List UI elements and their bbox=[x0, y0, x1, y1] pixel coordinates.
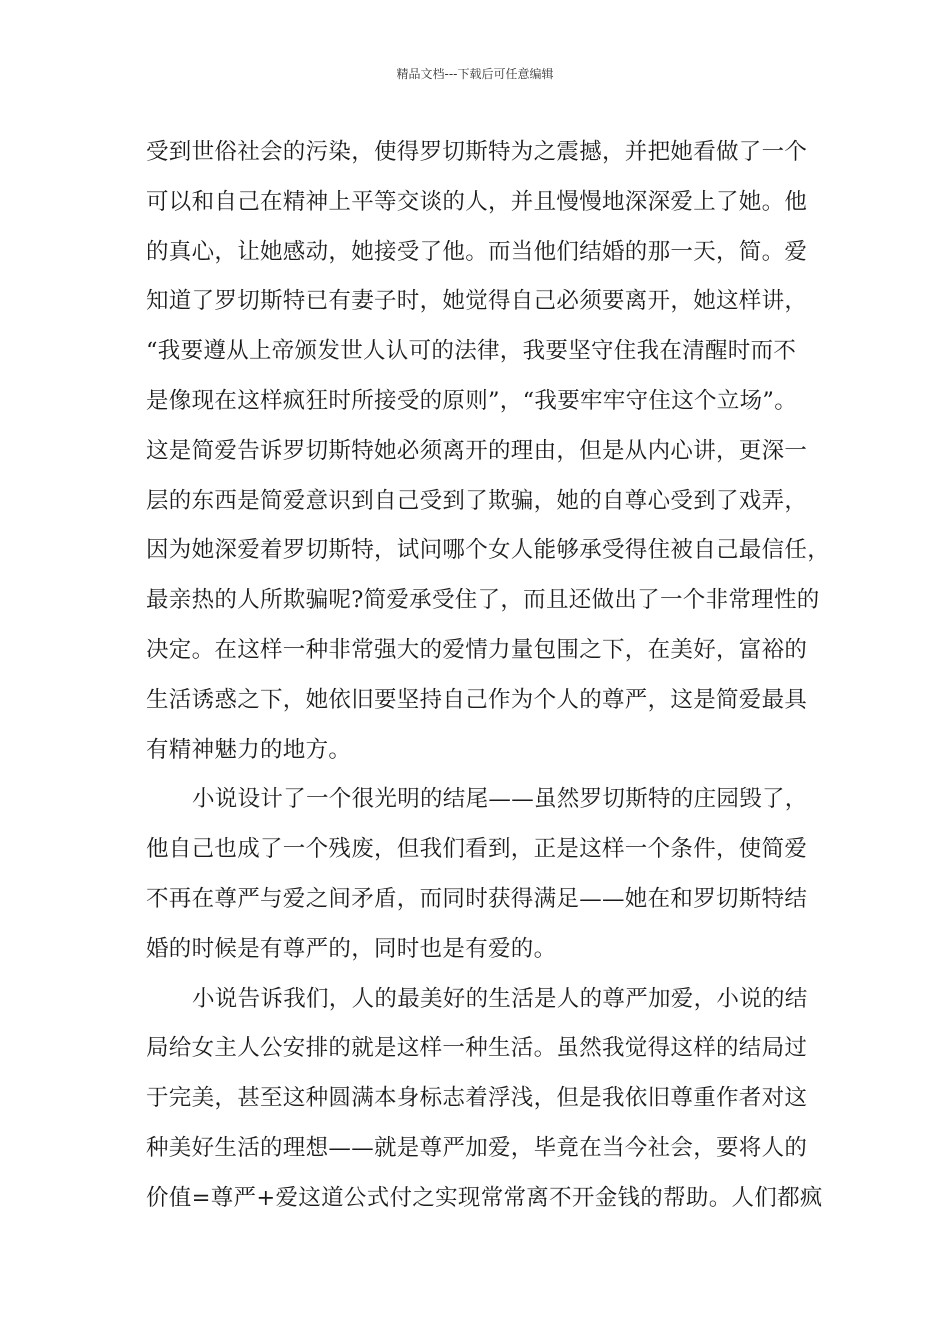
text-line: 层的东西是简爱意识到自己受到了欺骗，她的自尊心受到了戏弄， bbox=[146, 487, 808, 514]
text-line: 因为她深爱着罗切斯特，试问哪个女人能够承受得住被自己最信任， bbox=[146, 537, 831, 564]
text-line: 受到世俗社会的污染，使得罗切斯特为之震撼，并把她看做了一个 bbox=[146, 139, 808, 165]
text-line: 决定。在这样一种非常强大的爱情力量包围之下，在美好，富裕的 bbox=[146, 636, 808, 663]
text-line: 这是简爱告诉罗切斯特她必须离开的理由，但是从内心讲，更深一 bbox=[146, 437, 808, 464]
text-line: 局给女主人公安排的就是这样一种生活。虽然我觉得这样的结局过 bbox=[146, 1035, 808, 1062]
body-text bbox=[146, 128, 831, 1224]
text-line: 他自己也成了一个残废，但我们看到，正是这样一个条件，使简爱 bbox=[146, 836, 808, 863]
text-line: 有精神魅力的地方。 bbox=[146, 736, 352, 763]
paragraph-start-line: 小说设计了一个很光明的结尾——虽然罗切斯特的庄园毁了， bbox=[192, 786, 808, 813]
text-line: 不再在尊严与爱之间矛盾，而同时获得满足——她在和罗切斯特结 bbox=[146, 885, 808, 912]
text-line: 可以和自己在精神上平等交谈的人，并且慢慢地深深爱上了她。他 bbox=[146, 188, 808, 215]
text-line: 婚的时候是有尊严的，同时也是有爱的。 bbox=[146, 935, 557, 962]
text-line: 知道了罗切斯特已有妻子时，她觉得自己必须要离开，她这样讲， bbox=[146, 288, 808, 315]
text-line: “我要遵从上帝颁发世人认可的法律，我要坚守住我在清醒时而不 bbox=[146, 338, 797, 365]
text-line: 种美好生活的理想——就是尊严加爱，毕竟在当今社会，要将人的 bbox=[146, 1134, 808, 1161]
text-line: 的真心，让她感动，她接受了他。而当他们结婚的那一天，简。爱 bbox=[146, 238, 808, 265]
text-line: 价值=尊严+爱这道公式付之实现常常离不开金钱的帮助。人们都疯 bbox=[146, 1184, 823, 1211]
paragraph-start-line: 小说告诉我们，人的最美好的生活是人的尊严加爱，小说的结 bbox=[192, 985, 808, 1012]
text-line: 生活诱惑之下，她依旧要坚持自己作为个人的尊严，这是简爱最具 bbox=[146, 686, 808, 713]
page-header: 精品文档---下载后可任意编辑 bbox=[396, 67, 554, 81]
text-line: 于完美，甚至这种圆满本身标志着浮浅，但是我依旧尊重作者对这 bbox=[146, 1085, 808, 1112]
text-line: 是像现在这样疯狂时所接受的原则”，“我要牢牢守住这个立场”。 bbox=[146, 387, 798, 414]
text-line: 最亲热的人所欺骗呢?简爱承受住了，而且还做出了一个非常理性的 bbox=[146, 587, 820, 614]
